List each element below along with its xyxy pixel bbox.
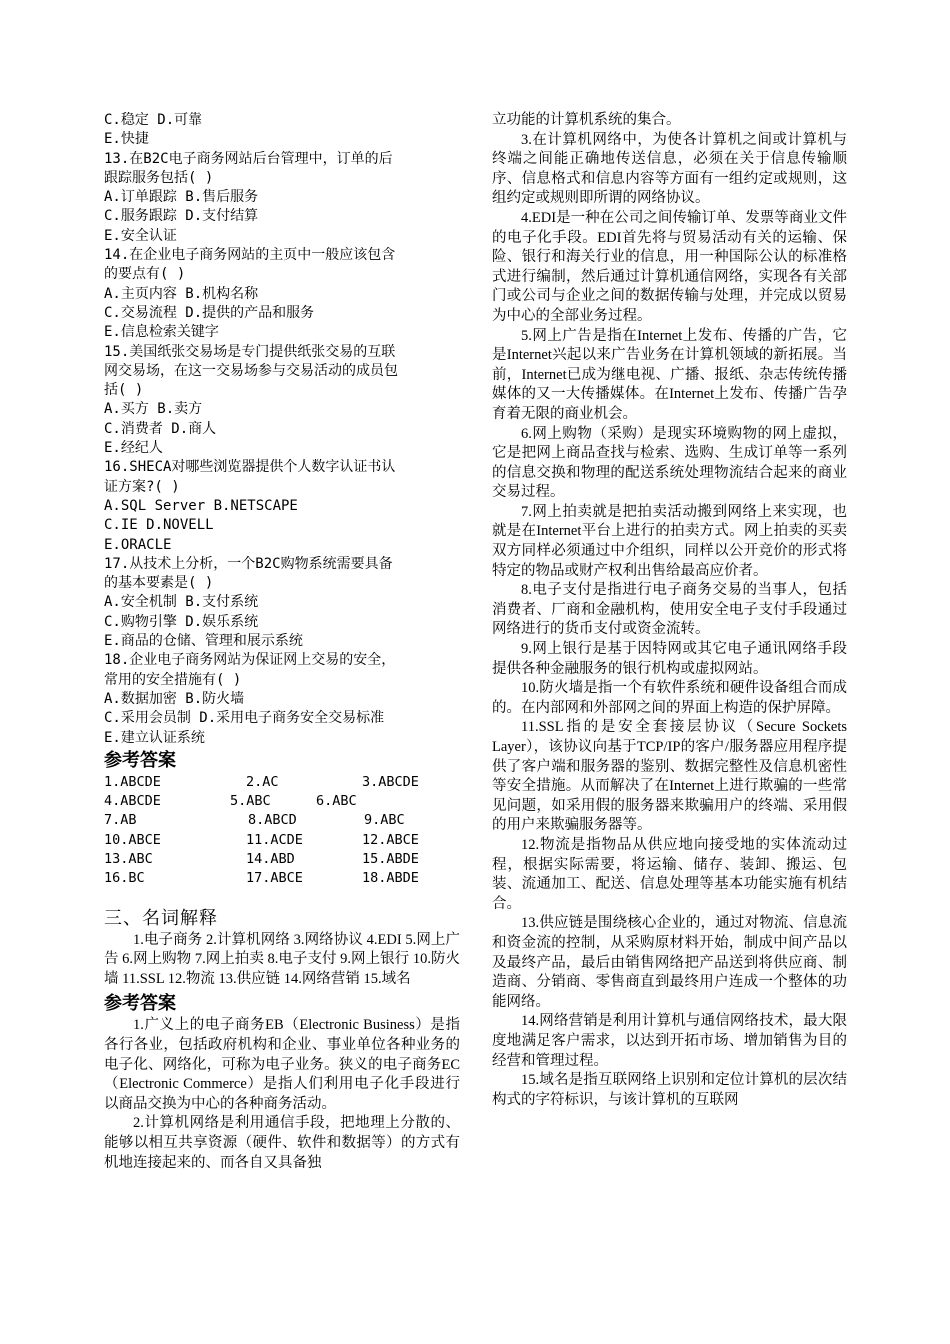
definition-paragraph: 6.网上购物（采购）是现实环境购物的网上虚拟，它是把网上商品查找与检索、选购、生成订单等一系列的信息交换和物理的配送系统处理物流结合起来的商业交易过程。 bbox=[492, 425, 847, 501]
question-line: 14.在企业电子商务网站的主页中一般应该包含 bbox=[104, 247, 396, 264]
answer-cell: 18.ABDE bbox=[362, 870, 419, 887]
definition-paragraph: 7.网上拍卖就是把拍卖活动搬到网络上来实现，也就是在Internet平台上进行的拍卖方式。网上拍卖的买卖双方同样必须通过中介组织，同样以公开竞价的形式将特定的物品或财产权利出售给最高应价者。 bbox=[492, 503, 847, 579]
question-line: A.SQL Server B.NETSCAPE bbox=[104, 497, 298, 514]
answer-cell: 5.ABC bbox=[230, 793, 271, 810]
question-line: 16.SHECA对哪些浏览器提供个人数字认证书认 bbox=[104, 459, 396, 476]
definition-paragraph: 12.物流是指物品从供应地向接受地的实体流动过程，根据实际需要，将运输、储存、装卸、搬运、包装、流通加工、配送、信息处理等基本功能实施有机结合。 bbox=[492, 836, 847, 912]
definitions-left bbox=[104, 1016, 460, 1173]
definition-paragraph: 2.计算机网络是利用通信手段，把地理上分散的、能够以相互共享资源（硬件、软件和数据等）的方式有机地连接起来的、而各自又具备独 bbox=[104, 1115, 460, 1171]
answer-row bbox=[104, 773, 460, 792]
question-line: 常用的安全措施有( ) bbox=[104, 671, 242, 688]
question-line: E.经纪人 bbox=[104, 440, 163, 457]
right-column bbox=[492, 111, 847, 1110]
question-line: A.主页内容 B.机构名称 bbox=[104, 285, 259, 302]
question-line: 15.美国纸张交易场是专门提供纸张交易的互联 bbox=[104, 343, 396, 360]
answer-cell: 15.ABDE bbox=[362, 850, 419, 867]
question-line: C.购物引擎 D.娱乐系统 bbox=[104, 613, 259, 630]
answer-cell: 3.ABCDE bbox=[362, 773, 419, 790]
continued-paragraph: 立功能的计算机系统的集合。 bbox=[492, 112, 681, 128]
question-line: 括( ) bbox=[104, 382, 144, 399]
answer-cell: 16.BC bbox=[104, 870, 145, 887]
question-line: E.建立认证系统 bbox=[104, 729, 205, 746]
question-line: 的要点有( ) bbox=[104, 266, 186, 283]
definition-paragraph: 5.网上广告是指在Internet上发布、传播的广告，它是Internet兴起以来广告业务在计算机领域的新拓展。当前，Internet已成为继电视、广播、报纸、杂志传统传播媒体的又一大传播媒体。在Internet上发布、传播广告孕育着无限的商业机会。 bbox=[492, 327, 847, 422]
question-line: E.ORACLE bbox=[104, 536, 172, 553]
terms-list: 1.电子商务 2.计算机网络 3.网络协议 4.EDI 5.网上广告 6.网上购物 7.网上拍卖 8.电子支付 9.网上银行 10.防火墙 11.SSL 12.物流 13.供应链 14.网络营销 15.域名 bbox=[104, 931, 460, 987]
answer-cell: 7.AB bbox=[104, 812, 137, 829]
answer-cell: 10.ABCE bbox=[104, 831, 161, 848]
question-line: 的基本要素是( ) bbox=[104, 575, 214, 592]
question-line: 13.在B2C电子商务网站后台管理中，订单的后 bbox=[104, 150, 393, 167]
answer-cell: 2.AC bbox=[246, 773, 279, 790]
answer-cell: 13.ABC bbox=[104, 850, 153, 867]
definition-paragraph: 11.SSL指的是安全套接层协议（Secure Sockets Layer），该协议向基于TCP/IP的客户/服务器应用程序提供了客户端和服务器的鉴别、数据完整性及信息机密性等安全措施。从而解决了在Internet上进行欺骗的一些常见问题，如采用假的服务器来欺骗用户的终端、采用假的用户来欺骗服务器等。 bbox=[492, 719, 847, 834]
answer-table bbox=[104, 773, 460, 889]
answer-cell: 11.ACDE bbox=[246, 831, 303, 848]
definition-paragraph: 3.在计算机网络中，为使各计算机之间或计算机与终端之间能正确地传送信息，必须在关于信息传输顺序、信息格式和信息内容等方面有一组约定或规则，这组约定或规则即所谓的网络协议。 bbox=[492, 131, 847, 207]
answer-cell: 17.ABCE bbox=[246, 870, 303, 887]
definitions-right bbox=[492, 131, 847, 1111]
answer-row bbox=[104, 811, 460, 830]
answer-cell: 9.ABC bbox=[364, 812, 405, 829]
definition-paragraph: 14.网络营销是利用计算机与通信网络技术，最大限度地满足客户需求，以达到开拓市场、增加销售为目的经营和管理过程。 bbox=[492, 1013, 847, 1069]
left-column bbox=[104, 111, 460, 1173]
definition-paragraph: 1.广义上的电子商务EB（Electronic Business）是指各行各业，包括政府机构和企业、事业单位各种业务的电子化、网络化，可称为电子业务。狭义的电子商务EC（Electronic Commerce）是指人们利用电子化手段进行以商品交换为中心的各种商务活动。 bbox=[104, 1017, 460, 1112]
answer-cell: 1.ABCDE bbox=[104, 773, 161, 790]
answer-row bbox=[104, 869, 460, 888]
question-line: A.买方 B.卖方 bbox=[104, 401, 203, 418]
definition-paragraph: 8.电子支付是指进行电子商务交易的当事人，包括消费者、厂商和金融机构，使用安全电子支付手段通过网络进行的货币支付或资金流转。 bbox=[492, 582, 847, 638]
question-line: C.IE D.NOVELL bbox=[104, 517, 214, 534]
answer-row bbox=[104, 850, 460, 869]
question-list bbox=[104, 111, 460, 748]
question-line: E.快捷 bbox=[104, 131, 149, 148]
answer-row bbox=[104, 831, 460, 850]
question-line: C.服务跟踪 D.支付结算 bbox=[104, 208, 259, 225]
section-title: 三、名词解释 bbox=[104, 907, 218, 929]
question-line: A.安全机制 B.支付系统 bbox=[104, 594, 259, 611]
question-line: A.订单跟踪 B.售后服务 bbox=[104, 189, 259, 206]
answer-cell: 12.ABCE bbox=[362, 831, 419, 848]
question-line: E.商品的仓储、管理和展示系统 bbox=[104, 633, 303, 650]
question-line: 跟踪服务包括( ) bbox=[104, 169, 214, 186]
answer-cell: 6.ABC bbox=[316, 793, 357, 810]
question-line: 17.从技术上分析，一个B2C购物系统需要具备 bbox=[104, 555, 393, 572]
definition-paragraph: 4.EDI是一种在公司之间传输订单、发票等商业文件的电子化手段。EDI首先将与贸易活动有关的运输、保险、银行和海关行业的信息，用一种国际公认的标准格式进行编制，然后通过计算机通信网络，实现各有关部门或公司与企业之间的数据传输与处理，并完成以贸易为中心的全部业务过程。 bbox=[492, 209, 847, 324]
answers2-heading: 参考答案 bbox=[104, 993, 176, 1015]
question-line: C.采用会员制 D.采用电子商务安全交易标准 bbox=[104, 710, 385, 727]
answer-cell: 8.ABCD bbox=[248, 812, 297, 829]
question-line: 18.企业电子商务网站为保证网上交易的安全， bbox=[104, 652, 396, 669]
answers-heading: 参考答案 bbox=[104, 749, 176, 771]
definition-paragraph: 9.网上银行是基于因特网或其它电子通讯网络手段提供各种金融服务的银行机构或虚拟网站。 bbox=[492, 641, 847, 677]
question-line: 网交易场，在这一交易场参与交易活动的成员包 bbox=[104, 362, 398, 379]
question-line: E.信息检索关键字 bbox=[104, 324, 219, 341]
question-line: E.安全认证 bbox=[104, 227, 177, 244]
answer-row bbox=[104, 792, 460, 811]
question-line: C.消费者 D.商人 bbox=[104, 420, 217, 437]
definition-paragraph: 10.防火墙是指一个有软件系统和硬件设备组合而成的。在内部网和外部网之间的界面上构造的保护屏障。 bbox=[492, 680, 847, 716]
question-line: 证方案?( ) bbox=[104, 478, 180, 495]
question-line: A.数据加密 B.防火墙 bbox=[104, 690, 245, 707]
answer-cell: 14.ABD bbox=[246, 850, 295, 867]
definition-paragraph: 13.供应链是围绕核心企业的，通过对物流、信息流和资金流的控制，从采购原材料开始，制成中间产品以及最终产品，最后由销售网络把产品送到将供应商、制造商、分销商、零售商直到最终用户连成一个整体的功能网络。 bbox=[492, 915, 847, 1010]
answer-cell: 4.ABCDE bbox=[104, 793, 161, 810]
question-line: C.交易流程 D.提供的产品和服务 bbox=[104, 304, 315, 321]
question-line: C.稳定 D.可靠 bbox=[104, 112, 203, 128]
definition-paragraph: 15.域名是指互联网络上识别和定位计算机的层次结构式的字符标识，与该计算机的互联网 bbox=[492, 1072, 847, 1108]
